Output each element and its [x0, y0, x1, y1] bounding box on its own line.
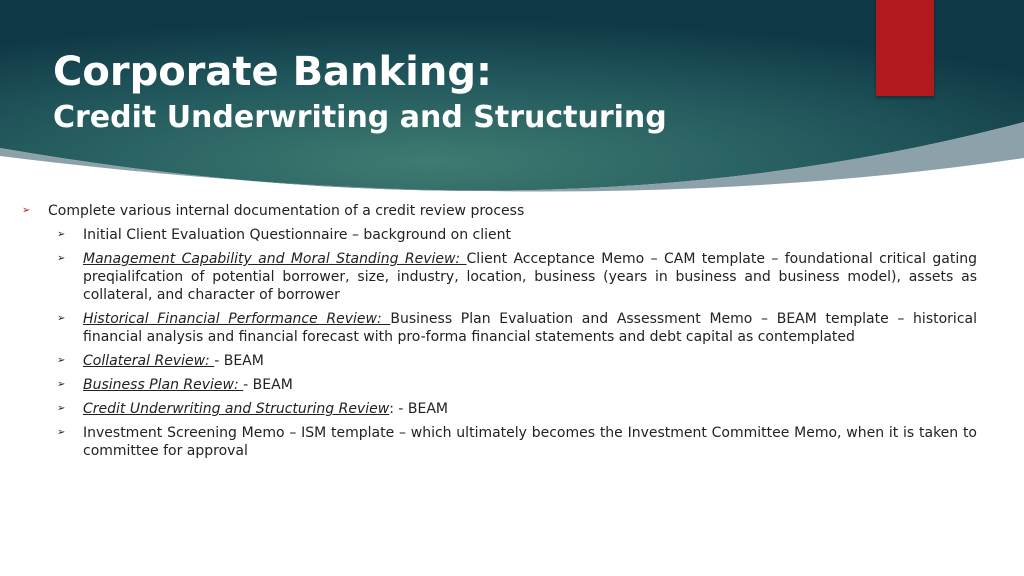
sub-bullet-text	[83, 250, 977, 304]
sub-bullet-text	[83, 310, 977, 346]
arrow-bullet-icon: ➢	[57, 403, 66, 414]
sub-bullet-lead: Historical Financial Performance Review:	[83, 311, 391, 327]
sub-bullet-body: Business Plan Evaluation and Assessment Memo – BEAM template – historical financial analysis and financial forecast with pro-forma financial statements and debt capital as contemplated	[83, 311, 977, 345]
sub-bullet-body: - BEAM	[243, 377, 293, 393]
sub-bullet-text	[83, 352, 977, 370]
sub-bullet-body: Client Acceptance Memo – CAM template – foundational critical gating preqialifcation of potential borrower, size, industry, location, business (years in business and business model), assets as collateral, and character of borrower	[83, 251, 977, 303]
arrow-bullet-icon: ➢	[57, 427, 66, 438]
arrow-bullet-icon: ➢	[57, 229, 66, 240]
slide-title	[53, 46, 667, 138]
arrow-bullet-icon: ➢	[57, 355, 66, 366]
sub-bullet	[57, 352, 977, 370]
accent-bar	[876, 0, 934, 96]
title-line-1: Corporate Banking:	[53, 49, 492, 95]
arrow-bullet-icon: ➢	[57, 313, 66, 324]
sub-bullet-lead: Collateral Review:	[83, 353, 215, 369]
sub-bullet-text	[83, 424, 977, 460]
sub-bullet-text	[83, 226, 977, 244]
sub-bullet-lead: Management Capability and Moral Standing Review:	[83, 251, 467, 267]
sub-bullet	[57, 424, 977, 460]
sub-bullet-body: Investment Screening Memo – ISM template – which ultimately becomes the Investment Committee Memo, when it is taken to committee for approval	[83, 425, 977, 459]
bullet-main	[22, 202, 977, 220]
title-line-2: Credit Underwriting and Structuring	[53, 100, 667, 135]
arrow-bullet-icon: ➢	[57, 253, 66, 264]
arrow-bullet-icon: ➢	[57, 379, 66, 390]
sub-bullet	[57, 310, 977, 346]
sub-bullet-body: : - BEAM	[389, 401, 448, 417]
arrow-bullet-icon: ➢	[22, 205, 31, 216]
bullet-main-text: Complete various internal documentation of a credit review process	[48, 203, 525, 219]
sub-bullet	[57, 400, 977, 418]
sub-bullet	[57, 250, 977, 304]
sub-bullet-lead: Credit Underwriting and Structuring Review	[83, 401, 390, 417]
bullet-list	[22, 202, 977, 466]
sub-bullet-text	[83, 376, 977, 394]
sub-bullet-body: Initial Client Evaluation Questionnaire – background on client	[83, 227, 512, 243]
sub-bullet-body: - BEAM	[214, 353, 264, 369]
sub-bullet-lead: Business Plan Review:	[83, 377, 244, 393]
sub-bullet	[57, 376, 977, 394]
sub-bullet-text	[83, 400, 977, 418]
sub-bullet	[57, 226, 977, 244]
